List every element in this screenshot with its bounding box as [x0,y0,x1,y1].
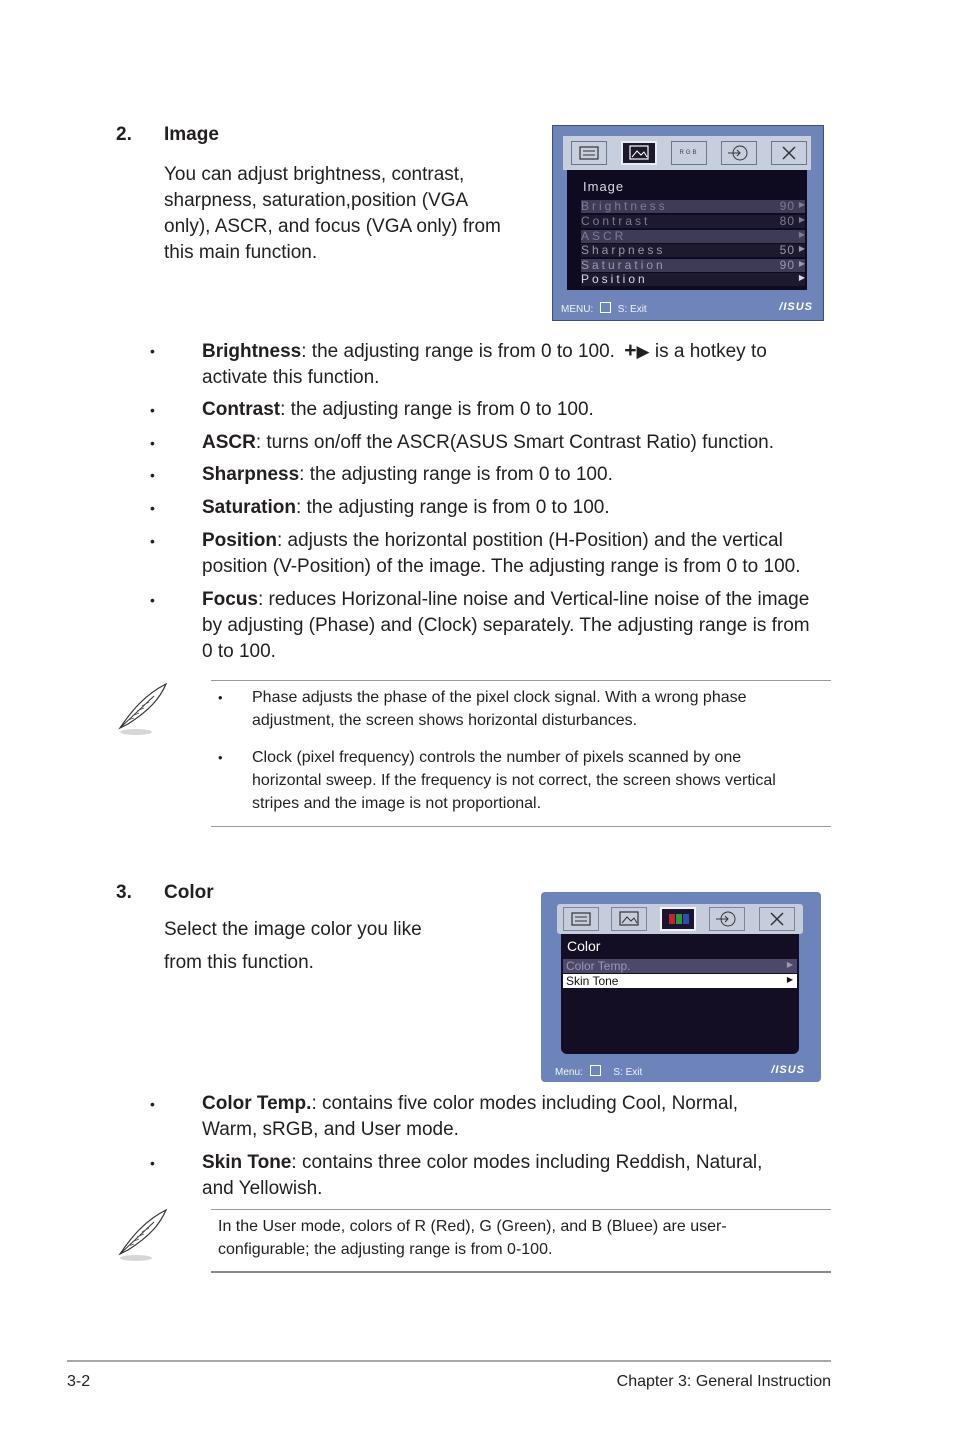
section-description: You can adjust brightness, contrast, sharpness, saturation,position (VGA only), ASCR, and focus (VGA only) from this main function. [164,164,501,263]
osd-tab-input-icon [709,907,745,931]
bullet-brightness: Brightness: the adjusting range is from 0 to 100. +▶ is a hotkey to activate this function. [202,339,767,388]
section-description: Select the image color you like from this function. [164,919,422,973]
note-phase: Phase adjusts the phase of the pixel clock signal. With a wrong phase adjustment, the screen shows horizontal disturbances. [252,689,747,729]
section-title: Color [164,882,214,903]
osd-image-screenshot [552,125,824,321]
bullet-icon: • [150,500,155,516]
osd-row-skin-tone: Skin Tone ▶ [563,974,797,988]
osd-tab-setup-icon [759,907,795,931]
bullet-focus: Focus: reduces Horizonal-line noise and Vertical-line noise of the image by adjusting (Phase) and (Clock) separately. The adjusting range is from 0 to 100. [202,589,810,662]
note-divider [211,826,831,827]
osd-row-ascr: ASCR ▶ [581,229,805,243]
bullet-icon: • [150,402,155,418]
section-number: 2. [116,124,132,145]
osd-tab-bar [563,136,811,170]
osd-tab-input-icon [721,141,757,165]
osd-tab-color-icon: RGB [671,141,707,165]
bullet-icon: • [218,750,223,765]
bullet-sharpness: Sharpness: the adjusting range is from 0 to 100. [202,464,613,485]
osd-enter-icon [600,302,611,313]
osd-tab-color-icon [660,907,696,931]
osd-footer: MENU: S: Exit [561,304,647,315]
bullet-saturation: Saturation: the adjusting range is from 0 to 100. [202,497,610,518]
osd-tab-image-icon [611,907,647,931]
bullet-icon: • [150,343,155,359]
osd-row-position: Position ▶ [581,272,805,286]
osd-row-saturation: Saturation 90 ▶ [581,258,805,272]
section-title: Image [164,124,219,145]
osd-footer: Menu: S: Exit [555,1067,643,1078]
bullet-icon: • [150,533,155,549]
osd-screen-title: Image [583,179,625,194]
bullet-icon: • [218,690,223,705]
page-number: 3-2 [67,1373,91,1390]
note-divider [211,1271,831,1273]
osd-tab-image-icon [621,141,657,165]
plus-icon: + [624,339,637,362]
note-divider [211,680,831,681]
play-icon: ▶ [636,342,650,361]
osd-row-contrast: Contrast 80 ▶ [581,214,805,228]
section-number: 3. [116,882,132,903]
osd-enter-icon [590,1065,601,1076]
note-clock: Clock (pixel frequency) controls the number of pixels scanned by one horizontal sweep. If the frequency is not correct, the screen shows vertical stripes and the image is not proportional. [252,749,776,812]
footer-divider [67,1360,831,1362]
osd-screen [567,170,807,290]
asus-logo: /ISUS [771,1064,805,1076]
osd-tab-bar [557,904,803,934]
bullet-ascr: ASCR: turns on/off the ASCR(ASUS Smart Contrast Ratio) function. [202,432,774,453]
note-feather-icon [114,1206,170,1269]
osd-row-color-temp: Color Temp. ▶ [563,959,797,973]
note-divider [211,1209,831,1210]
osd-color-screenshot [541,892,821,1082]
note-user-mode: In the User mode, colors of R (Red), G (Green), and B (Bluee) are user- configurable; the adjusting range is from 0-100. [218,1218,727,1258]
bullet-contrast: Contrast: the adjusting range is from 0 to 100. [202,399,594,420]
osd-row-sharpness: Sharpness 50 ▶ [581,243,805,257]
asus-logo: /ISUS [779,301,813,313]
bullet-icon: • [150,435,155,451]
osd-row-brightness: Brightness 90 ▶ [581,199,805,213]
bullet-skin-tone: Skin Tone: contains three color modes including Reddish, Natural, and Yellowish. [202,1152,763,1199]
bullet-position: Position: adjusts the horizontal postition (H-Position) and the vertical position (V-Position) of the image. The adjusting range is from 0 to 100. [202,530,801,577]
osd-tab-splendid-icon [563,907,599,931]
osd-tab-splendid-icon [571,141,607,165]
bullet-color-temp: Color Temp.: contains five color modes including Cool, Normal, Warm, sRGB, and User mode. [202,1093,739,1140]
bullet-icon: • [150,1155,155,1171]
osd-screen [561,934,799,1054]
bullet-icon: • [150,467,155,483]
chapter-title: Chapter 3: General Instruction [616,1373,831,1390]
note-feather-icon [114,680,170,743]
bullet-icon: • [150,1096,155,1112]
bullet-icon: • [150,592,155,608]
osd-tab-setup-icon [771,141,807,165]
osd-screen-title: Color [567,938,601,954]
